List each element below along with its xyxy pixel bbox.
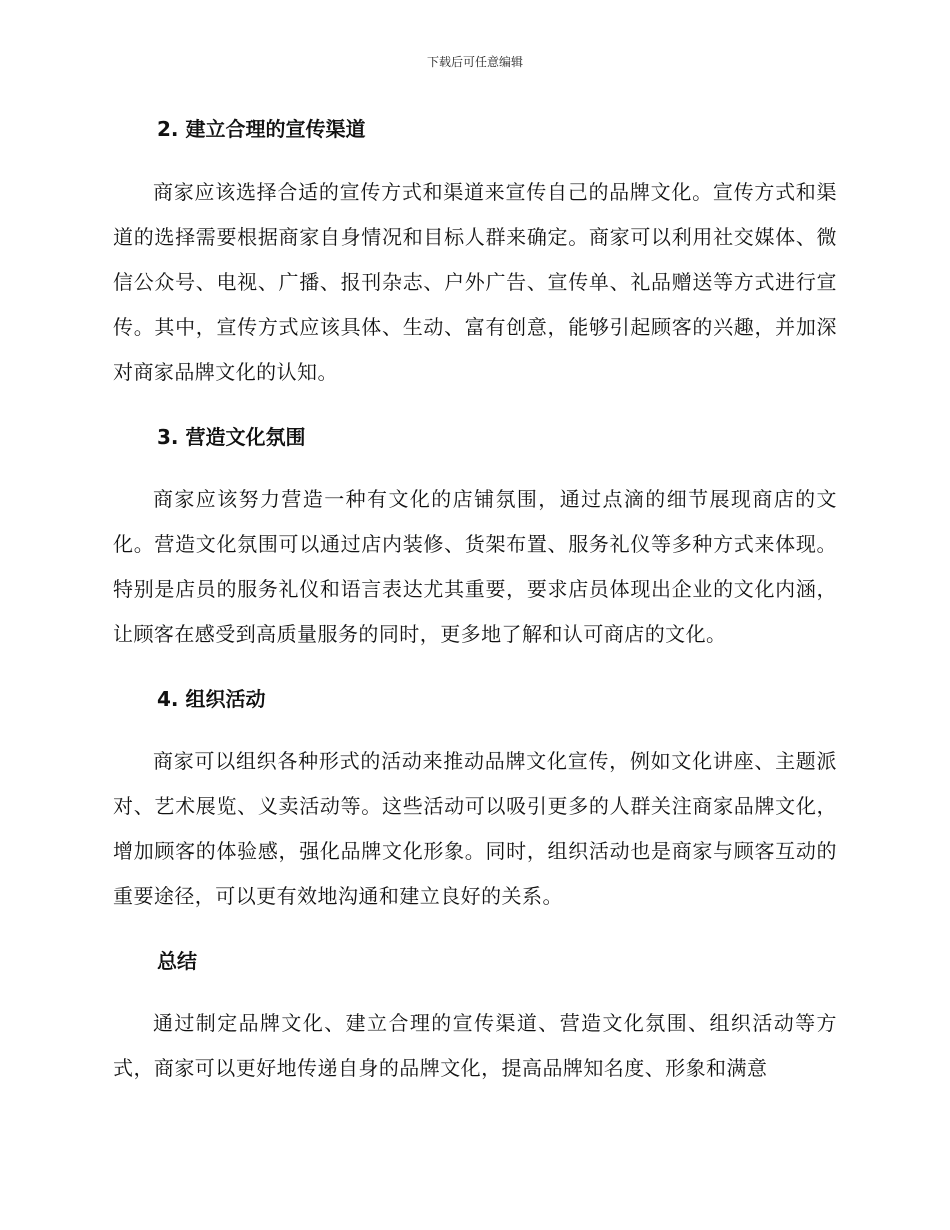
section-paragraph-cultural-atmosphere: 商家应该努力营造一种有文化的店铺氛围，通过点滴的细节展现商店的文化。营造文化氛围可以通过店内装修、货架布置、服务礼仪等多种方式来体现。特别是店员的服务礼仪和语言表达尤其重要，要求店员体现出企业的文化内涵，让顾客在感受到高质量服务的同时，更多地了解和认可商店的文化。 bbox=[113, 487, 837, 646]
document-body bbox=[113, 112, 837, 1091]
section-heading-promotion-channels: 2. 建立合理的宣传渠道 bbox=[157, 117, 366, 141]
page-header: 下载后可任意编辑 bbox=[426, 55, 523, 69]
section-paragraph-promotion-channels: 商家应该选择合适的宣传方式和渠道来宣传自己的品牌文化。宣传方式和渠道的选择需要根据商家自身情况和目标人群来确定。商家可以利用社交媒体、微信公众号、电视、广播、报刊杂志、户外广告、宣传单、礼品赠送等方式进行宣传。其中，宣传方式应该具体、生动、富有创意，能够引起顾客的兴趣，并加深对商家品牌文化的认知。 bbox=[113, 180, 837, 384]
section-heading-summary: 总结 bbox=[157, 949, 197, 973]
section-heading-organize-activities: 4. 组织活动 bbox=[157, 687, 266, 711]
section-heading-cultural-atmosphere: 3. 营造文化氛围 bbox=[157, 425, 306, 449]
section-paragraph-summary: 通过制定品牌文化、建立合理的宣传渠道、营造文化氛围、组织活动等方式，商家可以更好地传递自身的品牌文化，提高品牌知名度、形象和满意 bbox=[113, 1011, 837, 1080]
section-paragraph-organize-activities: 商家可以组织各种形式的活动来推动品牌文化宣传，例如文化讲座、主题派对、艺术展览、义卖活动等。这些活动可以吸引更多的人群关注商家品牌文化，增加顾客的体验感，强化品牌文化形象。同时，组织活动也是商家与顾客互动的重要途径，可以更有效地沟通和建立良好的关系。 bbox=[113, 749, 837, 908]
